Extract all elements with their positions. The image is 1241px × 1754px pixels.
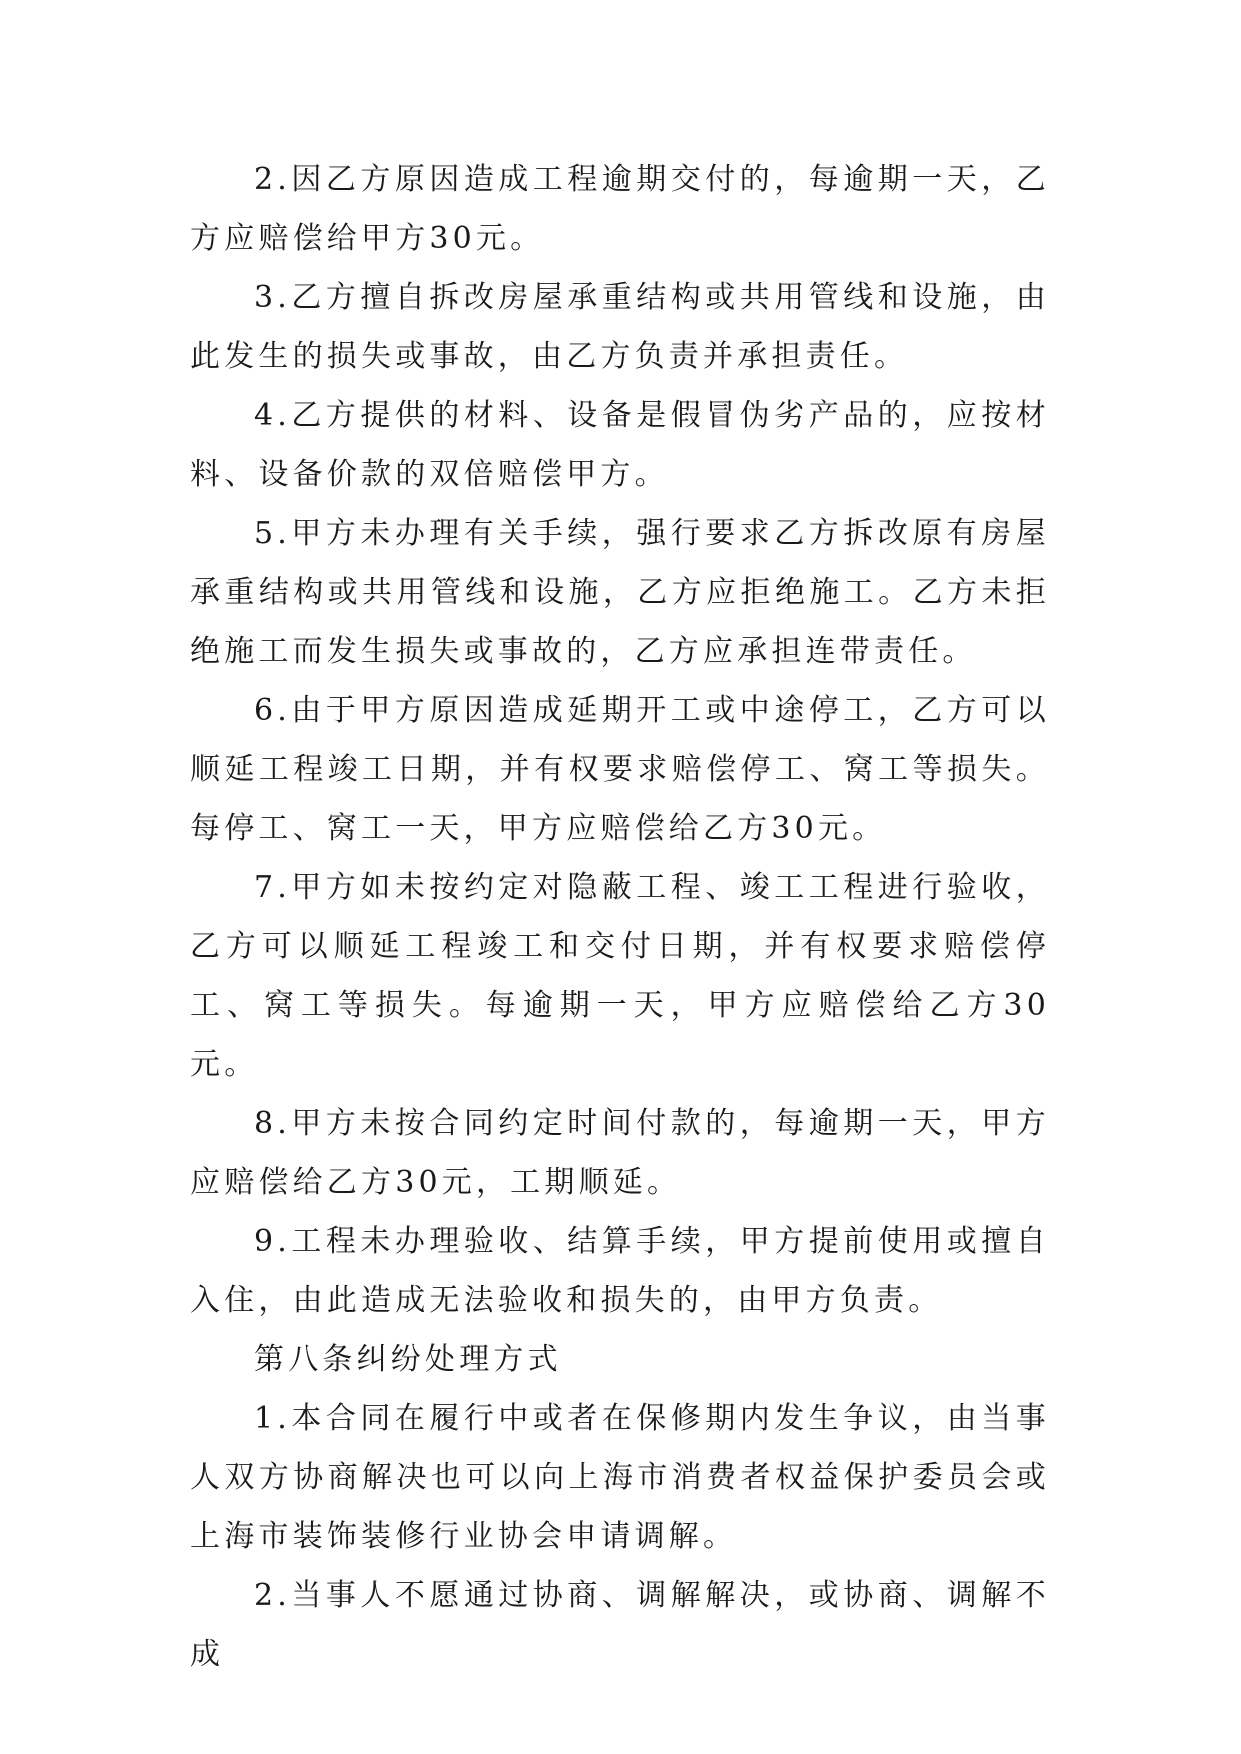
clause-5-forced-alteration: 5.甲方未办理有关手续，强行要求乙方拆改原有房屋承重结构或共用管线和设施，乙方应拒绝施工。乙方未拒绝施工而发生损失或事故的，乙方应承担连带责任。 [190, 516, 1050, 669]
clause-4-counterfeit-materials: 4.乙方提供的材料、设备是假冒伪劣产品的，应按材料、设备价款的双倍赔偿甲方。 [190, 398, 1050, 492]
dispute-clause-2-unresolved: 2.当事人不愿通过协商、调解解决，或协商、调解不成 [190, 1578, 1050, 1672]
clause-3-unauthorized-alteration: 3.乙方擅自拆改房屋承重结构或共用管线和设施，由此发生的损失或事故，由乙方负责并承担责任。 [190, 280, 1050, 374]
dispute-clause-1-mediation: 1.本合同在履行中或者在保修期内发生争议，由当事人双方协商解决也可以向上海市消费者权益保护委员会或上海市装饰装修行业协会申请调解。 [190, 1401, 1050, 1554]
clause-7-inspection-delay: 7.甲方如未按约定对隐蔽工程、竣工工程进行验收，乙方可以顺延工程竣工和交付日期，并有权要求赔偿停工、窝工等损失。每逾期一天，甲方应赔偿给乙方30元。 [190, 870, 1050, 1082]
article-8-heading: 第八条纠纷处理方式 [254, 1342, 562, 1377]
clause-2-overdue-delivery: 2.因乙方原因造成工程逾期交付的，每逾期一天，乙方应赔偿给甲方30元。 [190, 162, 1050, 256]
clause-8-late-payment: 8.甲方未按合同约定时间付款的，每逾期一天，甲方应赔偿给乙方30元，工期顺延。 [190, 1106, 1050, 1200]
clause-9-early-occupancy: 9.工程未办理验收、结算手续，甲方提前使用或擅自入住，由此造成无法验收和损失的，由甲方负责。 [190, 1224, 1050, 1318]
clause-6-delayed-start: 6.由于甲方原因造成延期开工或中途停工，乙方可以顺延工程竣工日期，并有权要求赔偿停工、窝工等损失。每停工、窝工一天，甲方应赔偿给乙方30元。 [190, 693, 1050, 846]
document-body [190, 150, 1050, 1684]
